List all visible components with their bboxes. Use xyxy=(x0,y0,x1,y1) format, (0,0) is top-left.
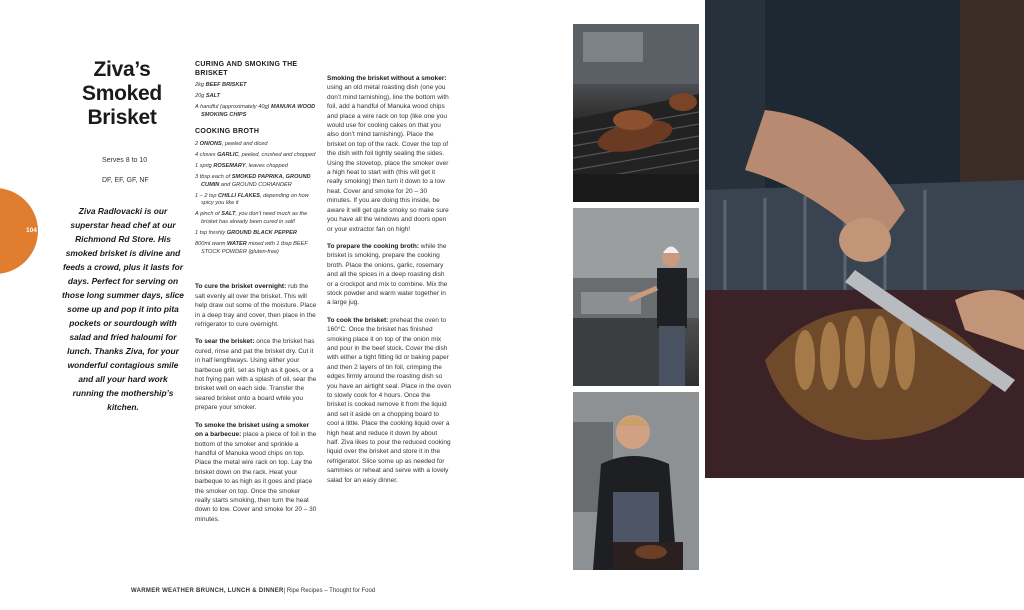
ingredient-name: ONIONS xyxy=(199,140,222,147)
ingredient-note: mixed with 1 tbsp BEEF STOCK POWDER (gluten-free) xyxy=(201,241,308,255)
chef-grill-illustration xyxy=(573,208,699,386)
method-step-text: preheat the oven to 160°C. Once the brisket has finished smoking place it on top of the onion mix and pour in the beef stock. Cover the dish with either a tight fitting lid or baking paper and then 2 layers of tin foil, crimping the edges firmly around the roasting dish so you have an airtight seal. Place in the oven to slowly cook for 4 hours. Once the brisket is cooked remove it from the liquid and set it aside on a chopping board to cool a little. Place the cooking liquid over a high heat and reduce it down by about half. Ziva likes to pour the reduced cooking liquid over the brisket and store it in the refrigerator. Slice some up as needed for sammies or reheat and serve with a lovely salad for an easy dinner. xyxy=(327,316,451,484)
ingredient-line xyxy=(195,104,317,119)
method-step xyxy=(195,282,317,329)
ingredient-qty: 800ml warm xyxy=(195,241,228,248)
ingredients-column xyxy=(195,60,317,532)
method-step-text: once the brisket has cured, rinse and pat the brisket dry. Cut it in half lengthways. Using either your barbecue grill, set as high as it goes, or a hot frying pan with a splash of oil, sear the brisket well on each side. Transfer the seared brisket onto a board while you prepare your smoker. xyxy=(195,338,317,412)
diet-tags: DF, EF, GF, NF xyxy=(102,177,149,184)
method-step-heading: To prepare the cooking broth: xyxy=(327,242,419,250)
method-step xyxy=(195,337,317,412)
curing-heading: CURING AND SMOKING THE BRISKET xyxy=(195,61,298,77)
method-step xyxy=(327,74,451,234)
ingredient-note: , you don’t need much as the brisket has already been cured in salt! xyxy=(201,211,308,226)
ingredient-qty: 2 xyxy=(195,140,200,147)
method-column-2 xyxy=(195,282,317,524)
footer-book: | Ripe Recipes – Thought for Food xyxy=(283,588,376,594)
method-step-heading: Smoking the brisket without a smoker: xyxy=(327,75,447,82)
title-line-2: Smoked xyxy=(82,82,162,105)
ingredient-qty: A pinch of xyxy=(195,211,222,218)
method-step-heading: To sear the brisket: xyxy=(195,338,255,346)
method-step-text: place a piece of foil in the bottom of the smoker and sprinkle a handful of Manuka wood chips on top. Place the metal wire rack on top. Lay the brisket down on the rack. Heat your barbeque to as high as it goes and place the smoker on top. Once the smoker really starts smoking, then turn the heat down to low. Cover and smoke for 20 – 30 minutes. xyxy=(195,431,317,523)
ingredient-qty: A handful (approximately 40g) xyxy=(195,104,271,111)
ingredient-name: WATER xyxy=(227,241,247,248)
photo-smiling-chef xyxy=(573,392,699,570)
photo-brisket-on-grill xyxy=(573,24,699,202)
ingredient-line xyxy=(195,193,317,208)
ingredient-line xyxy=(195,211,317,226)
title-line-3: Brisket xyxy=(87,106,157,129)
ingredient-note: , peeled, crushed and chopped xyxy=(238,151,316,158)
recipe-title xyxy=(62,58,182,130)
ingredient-qty: 2kg xyxy=(195,82,206,88)
method-step-heading: To smoke the brisket using a smoker on a barbecue: xyxy=(195,421,310,439)
ingredient-line xyxy=(195,82,317,90)
ingredient-qty: 1 sprig xyxy=(195,162,214,169)
ingredient-name: CHILLI FLAKES xyxy=(218,192,260,199)
method-steps-3 xyxy=(327,74,451,485)
ingredient-qty: 20g xyxy=(195,93,206,100)
broth-heading: COOKING BROTH xyxy=(195,128,260,136)
ingredient-name: BEEF BRISKET xyxy=(205,82,247,88)
ingredient-line xyxy=(195,230,317,238)
ingredient-note: , depending on how spicy you like it xyxy=(201,192,309,207)
slicing-illustration xyxy=(705,0,1024,478)
ingredient-name: GARLIC xyxy=(217,151,239,158)
grill-illustration xyxy=(573,24,699,202)
serves-text: Serves 8 to 10 xyxy=(102,157,148,164)
ingredient-qty: 1 – 2 tsp xyxy=(195,192,219,199)
page-number-left: 104 xyxy=(26,227,37,234)
ingredient-qty: 3 tbsp each of xyxy=(195,174,232,181)
method-step xyxy=(327,242,451,308)
ingredient-line xyxy=(195,93,317,101)
method-step-text: using an old metal roasting dish (one you don’t mind tarnishing), line the bottom with foil, add a handful of Manuka wood chips and place a wire rack on top (like one you would use for cooling cakes on that you also don’t mind tarnishing). Place the brisket on top of the rack. Cover the top of the dish with foil tightly sealing the sides. Using the stovetop, place the smoker over a high heat to start with (this will get it really smoking) then turn it down to a low heat. Cover and smoke for 20 – 30 minutes. If you are doing this inside, be aware it will get quite smoky so make sure you have all the windows and doors open or your extractor fan on high! xyxy=(327,84,449,233)
curing-ingredients xyxy=(195,82,317,119)
ingredient-name: GROUND BLACK PEPPER xyxy=(226,230,297,237)
method-step-heading: To cook the brisket: xyxy=(327,316,389,324)
section-tab-left xyxy=(0,188,38,274)
smiling-chef-illustration xyxy=(573,392,699,570)
ingredient-note: , peeled and diced xyxy=(221,140,268,147)
section-label-left xyxy=(0,187,1,258)
ingredient-line xyxy=(195,241,317,256)
ingredient-line xyxy=(195,163,317,171)
page-footer xyxy=(131,588,375,594)
ingredient-line xyxy=(195,174,317,189)
ingredient-qty: 1 tsp freshly xyxy=(195,230,227,237)
footer-section: WARMER WEATHER BRUNCH, LUNCH & DINNER xyxy=(131,588,284,594)
ingredient-name: SALT xyxy=(205,93,221,100)
ingredient-line xyxy=(195,141,317,149)
method-step xyxy=(195,421,317,524)
broth-ingredients xyxy=(195,141,317,257)
ingredient-name: ROSEMARY xyxy=(213,162,246,169)
ingredient-name: SMOKED PAPRIKA, GROUND CUMIN xyxy=(201,174,311,188)
method-step xyxy=(327,316,451,485)
method-step-text: while the brisket is smoking, prepare the cooking broth. Place the onions, garlic, rosemary and all the spices in a deep roasting dish or a crockpot and mix to combine. Mix the stock powder and warm water together in a large jug. xyxy=(327,242,448,307)
ingredient-line xyxy=(195,152,317,160)
method-step-text: rub the salt evenly all over the brisket. This will help draw out some of the moisture. Place in a deep tray and cover, then place in the refrigerator to cure overnight. xyxy=(195,283,317,329)
ingredient-name: SALT xyxy=(221,211,236,218)
photo-slicing-brisket xyxy=(705,0,1024,478)
method-column-3 xyxy=(327,74,451,493)
ingredient-name: MANUKA WOOD SMOKING CHIPS xyxy=(201,104,316,118)
method-step-heading: To cure the brisket overnight: xyxy=(195,283,287,291)
intro-text: Ziva Radlovacki is our superstar head chef at our Richmond Rd Store. His smoked brisket is divine and feeds a crowd, plus it lasts for days. Perfect for serving on those long summer days, slice some up and pop it into pita pockets or sourdough with salad and fried haloumi for lunch. Thanks Ziva, for your wonderful contagious smile and all your hard work running the mothership’s kitchen. xyxy=(62,206,184,412)
ingredient-note: and GROUND CORIANDER xyxy=(219,181,292,188)
title-line-1: Ziva’s xyxy=(93,58,151,81)
photo-chef-at-grill xyxy=(573,208,699,386)
ingredient-note: , leaves chopped xyxy=(245,162,288,169)
ingredient-qty: 4 cloves xyxy=(195,151,218,158)
